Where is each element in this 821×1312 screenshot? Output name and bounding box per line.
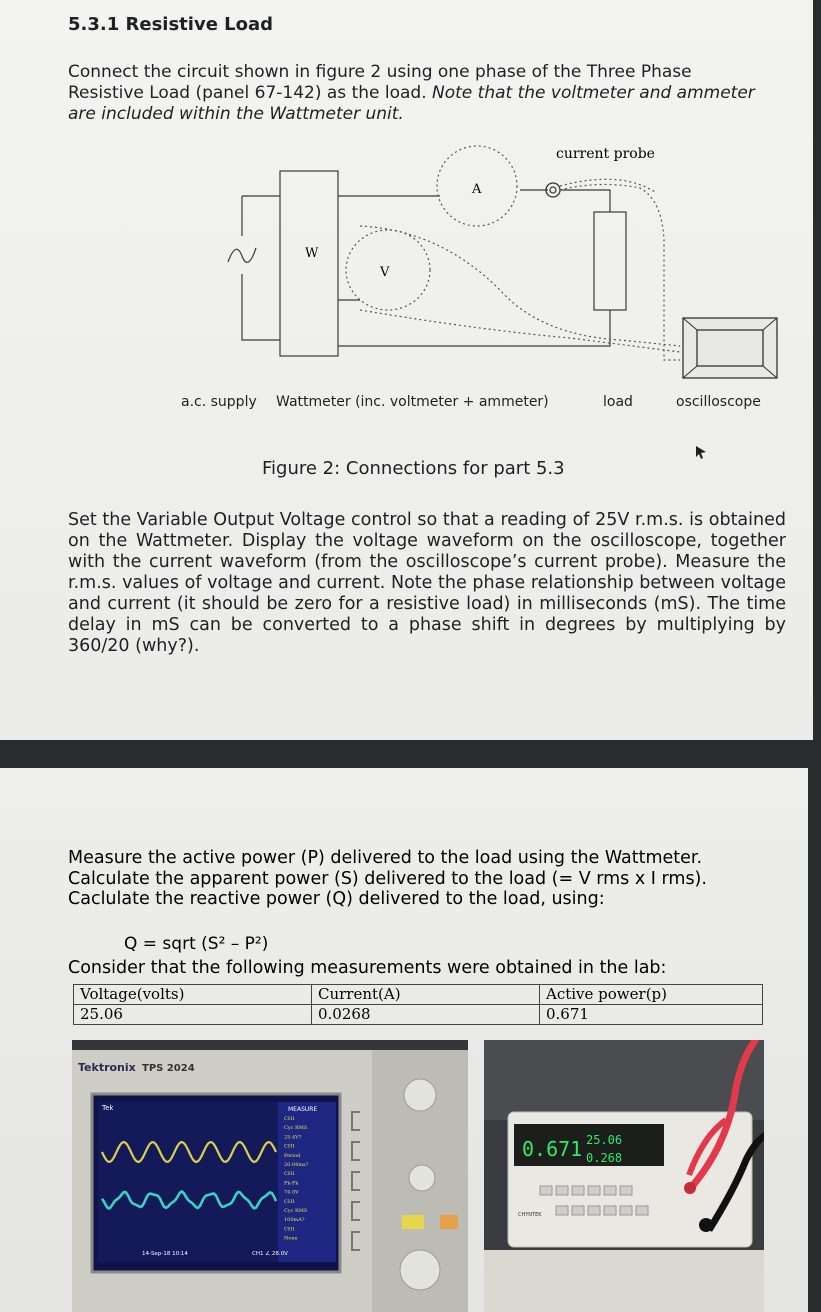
table-row (74, 1005, 763, 1025)
meter-brand: CHYNTEK (518, 1212, 542, 1218)
scope-readout: CH1 (284, 1171, 296, 1178)
meter-current-display: 0.268 (586, 1151, 623, 1165)
table-header: Active power(p) (540, 985, 763, 1005)
table-cell: 25.06 (74, 1005, 312, 1025)
label-ac-supply: a.c. supply (181, 394, 257, 410)
scope-readout: Cyc RMS (284, 1125, 308, 1132)
scope-readout: 25.4V? (284, 1134, 302, 1141)
measure-paragraph (68, 848, 768, 910)
ammeter-symbol: A (472, 182, 482, 197)
voltmeter-symbol: V (380, 265, 390, 280)
consider-text: Consider that the following measurements were obtained in the lab: (68, 958, 667, 978)
scope-date: 14-Sep-18 10:14 (142, 1251, 188, 1257)
measure-line-2: Calculate the apparent power (S) delivered to the load (= V rms x I rms). (68, 868, 707, 889)
meter-voltage-display: 25.06 (586, 1133, 623, 1147)
section-heading: 5.3.1 Resistive Load (68, 14, 274, 35)
scope-readout: 20.04ms? (284, 1162, 309, 1168)
label-wattmeter: Wattmeter (inc. voltmeter + ammeter) (276, 394, 549, 410)
figure-caption: Figure 2: Connections for part 5.3 (262, 458, 565, 479)
ac-source-symbol (228, 248, 256, 262)
scope-readout: 74.0V (284, 1189, 299, 1196)
screen-brand: Tek (102, 1104, 114, 1112)
circuit-diagram (0, 140, 813, 390)
reactive-power-formula: Q = sqrt (S² – P²) (124, 934, 269, 954)
scope-brand: Tektronix (78, 1061, 136, 1074)
scope-readout: Period (284, 1152, 301, 1159)
scope-readout: None (284, 1235, 298, 1242)
meter-left-display: 0.671 (522, 1137, 583, 1161)
table-cell: 0.0268 (312, 1005, 540, 1025)
scope-readout: 100mA? (284, 1217, 305, 1224)
scope-model: TPS 2024 (142, 1063, 195, 1074)
label-load: load (603, 394, 633, 410)
voltage-setup-paragraph: Set the Variable Output Voltage control so that a reading of 25V r.m.s. is obtained on the Wattmeter. Display the voltage waveform on the oscilloscope, together with the current waveform (from the oscilloscope’s current probe). Measure the r.m.s. values of voltage and current. Note the phase relationship between voltage and current (it should be zero for a resistive load) in milliseconds (mS). The time delay in mS can be converted to a phase shift in degrees by multiplying by 360/20 (why?). (68, 510, 786, 656)
table-header: Current(A) (312, 985, 540, 1005)
wattmeter-symbol: W (305, 246, 319, 261)
table-header-row (74, 985, 763, 1005)
current-probe-symbol (546, 183, 560, 197)
measure-line-3: Caclulate the reactive power (Q) delivered to the load, using: (68, 889, 605, 909)
oscilloscope-photo (72, 1040, 468, 1312)
measure-title: MEASURE (288, 1106, 318, 1113)
measure-line-1: Measure the active power (P) delivered to the load using the Wattmeter. (68, 848, 703, 868)
oscilloscope-illustration (72, 1040, 468, 1312)
scope-readout: Pk-Pk (284, 1180, 299, 1187)
mouse-cursor-icon (694, 444, 708, 460)
intro-text: Connect the circuit shown in figure 2 using one phase of the Three Phase Resistive Load (panel 67-142) as the load. (68, 62, 692, 103)
current-probe-label: current probe (556, 146, 655, 162)
table-header: Voltage(volts) (74, 985, 312, 1005)
scope-readout: CH1 (284, 1143, 296, 1150)
intro-note: Note that the voltmeter and ammeter are included within the Wattmeter unit. (68, 83, 755, 124)
scope-readout: CH1 (284, 1226, 296, 1233)
label-oscilloscope: oscilloscope (676, 394, 761, 410)
wattmeter-photo (484, 1040, 764, 1312)
scope-readout: CH1 (284, 1116, 296, 1122)
scope-trigger: CH1 ∠ 28.0V (252, 1251, 288, 1257)
wattmeter-box (280, 171, 338, 356)
intro-paragraph (68, 62, 758, 125)
table-cell: 0.671 (540, 1005, 763, 1025)
scope-readout: CH1 (284, 1198, 296, 1205)
load-resistor (594, 212, 626, 310)
measurements-table (73, 984, 763, 1025)
scope-readout: Cyc RMS (284, 1208, 308, 1214)
wattmeter-illustration (484, 1040, 764, 1312)
